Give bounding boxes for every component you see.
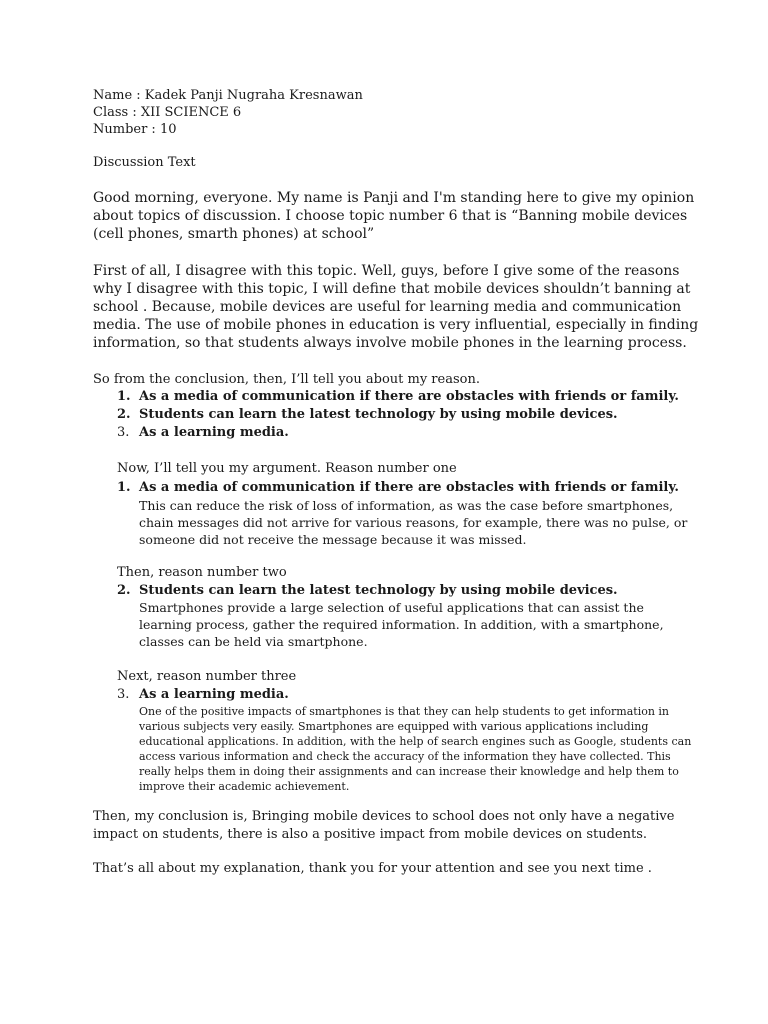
- reason-item: Students can learn the latest technology by using mobile devices.: [139, 407, 618, 422]
- reason-number: 3.: [117, 425, 130, 440]
- argument-number: 1.: [117, 480, 131, 495]
- closing-line: That’s all about my explanation, thank you for your attention and see you next time .: [93, 861, 652, 876]
- argument-number: 3.: [117, 687, 130, 702]
- conclusion-intro: So from the conclusion, then, I’ll tell you about my reason.: [93, 372, 480, 387]
- student-number: Number : 10: [93, 122, 177, 137]
- argument-body-line: educational applications. In addition, with the help of search engines such as Google, students can: [139, 735, 692, 748]
- paragraph-line: First of all, I disagree with this topic. Well, guys, before I give some of the reasons: [93, 263, 680, 279]
- reason-item: As a media of communication if there are obstacles with friends or family.: [139, 389, 679, 404]
- argument-body-line: someone did not receive the message because it was missed.: [139, 532, 527, 547]
- argument-body-line: classes can be held via smartphone.: [139, 634, 368, 649]
- argument-body-line: access various information and check the accuracy of the information they have collected. This: [139, 750, 671, 763]
- paragraph-line: why I disagree with this topic, I will define that mobile devices shouldn’t banning at: [93, 281, 691, 297]
- paragraph-line: school . Because, mobile devices are useful for learning media and communication: [93, 299, 682, 315]
- reason-number: 1.: [117, 389, 131, 404]
- paragraph-line: media. The use of mobile phones in education is very influential, especially in finding: [93, 317, 699, 333]
- intro-line: (cell phones, smarth phones) at school”: [93, 226, 375, 242]
- argument-body-line: really helps them in doing their assignments and can increase their knowledge and help them to: [139, 765, 679, 778]
- argument-body-line: improve their academic achievement.: [139, 780, 350, 793]
- argument-body-line: various subjects very easily. Smartphones are equipped with various applications including: [139, 720, 649, 733]
- argument-body-line: chain messages did not arrive for various reasons, for example, there was no pulse, or: [139, 515, 688, 530]
- argument-heading: Students can learn the latest technology by using mobile devices.: [139, 583, 618, 598]
- document-title: Discussion Text: [93, 155, 196, 170]
- reason-item: As a learning media.: [139, 425, 289, 440]
- argument-lead: Then, reason number two: [117, 565, 287, 580]
- conclusion-line: impact on students, there is also a positive impact from mobile devices on students.: [93, 827, 648, 842]
- argument-heading: As a media of communication if there are obstacles with friends or family.: [139, 480, 679, 495]
- student-name: Name : Kadek Panji Nugraha Kresnawan: [93, 88, 363, 103]
- argument-body-line: learning process, gather the required information. In addition, with a smartphone,: [139, 617, 664, 632]
- intro-line: about topics of discussion. I choose topic number 6 that is “Banning mobile devices: [93, 208, 688, 224]
- argument-body-line: One of the positive impacts of smartphones is that they can help students to get information in: [139, 705, 670, 718]
- intro-line: Good morning, everyone. My name is Panji and I'm standing here to give my opinion: [93, 190, 695, 206]
- conclusion-line: Then, my conclusion is, Bringing mobile devices to school does not only have a negative: [93, 809, 675, 824]
- paragraph-line: information, so that students always involve mobile phones in the learning process.: [93, 335, 687, 351]
- argument-body-line: This can reduce the risk of loss of information, as was the case before smartphones,: [139, 498, 674, 513]
- reason-number: 2.: [117, 407, 131, 422]
- argument-number: 2.: [117, 583, 131, 598]
- argument-body-line: Smartphones provide a large selection of useful applications that can assist the: [139, 600, 644, 615]
- argument-heading: As a learning media.: [139, 687, 289, 702]
- student-class: Class : XII SCIENCE 6: [93, 105, 242, 120]
- argument-lead: Now, I’ll tell you my argument. Reason number one: [117, 461, 457, 476]
- argument-lead: Next, reason number three: [117, 669, 297, 684]
